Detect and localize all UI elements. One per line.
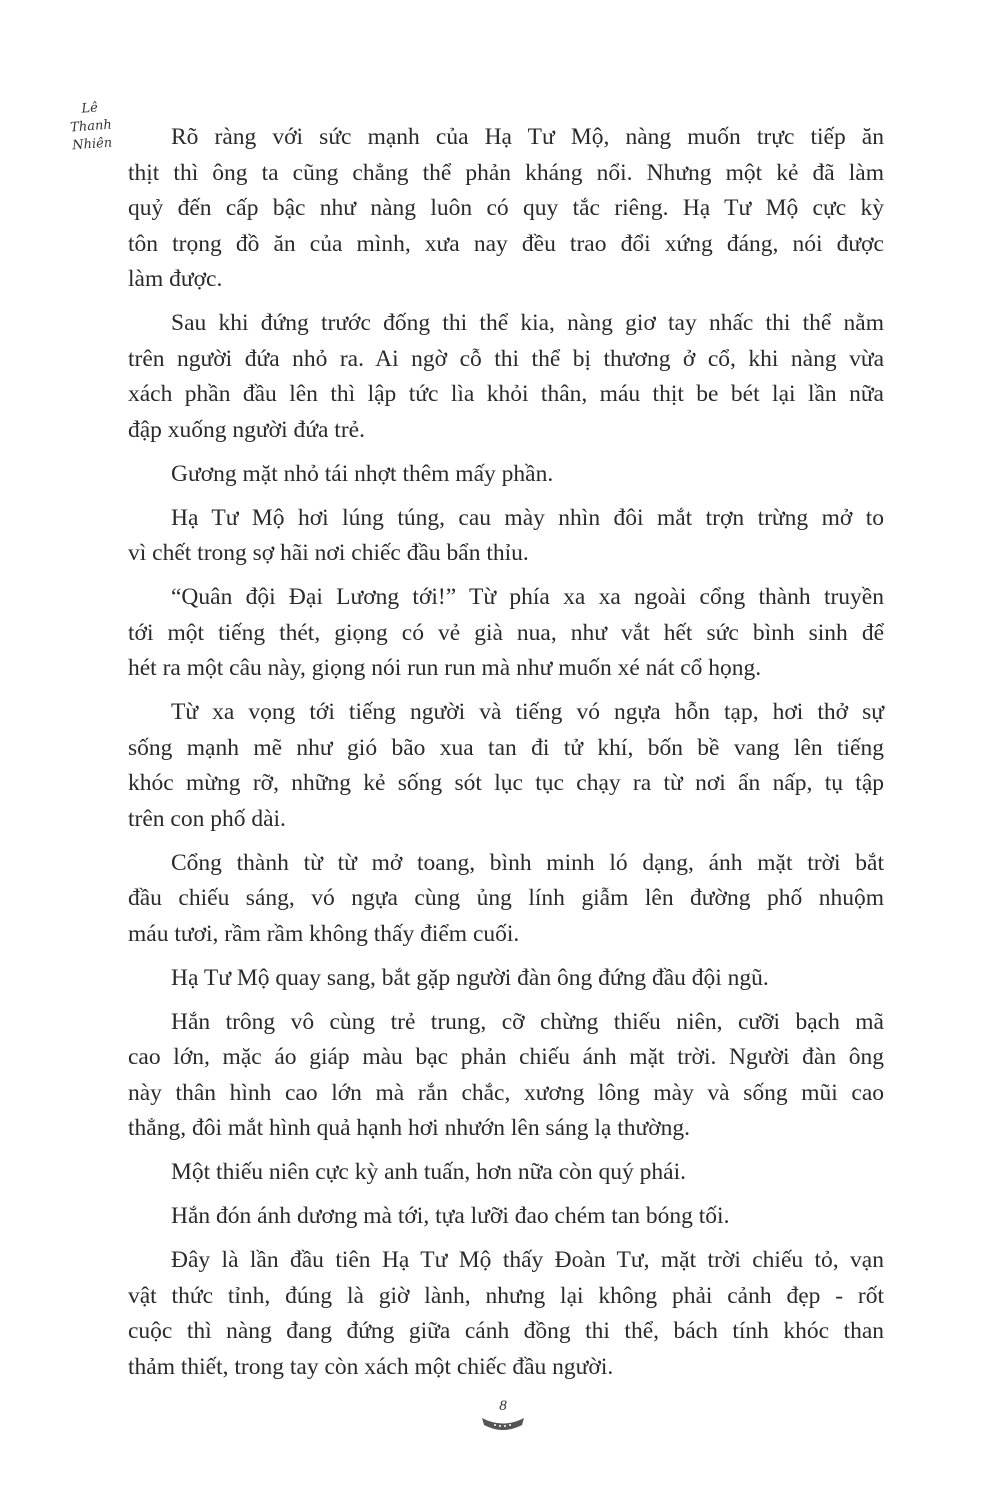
text-line: Từ xa vọng tới tiếng người và tiếng vó ngựa hỗn tạp, hơi thở sự — [171, 699, 884, 725]
text-line: Hạ Tư Mộ hơi lúng túng, cau mày nhìn đôi mắt trợn trừng mở to — [171, 504, 884, 531]
text-line: Gương mặt nhỏ tái nhợt thêm mấy phần. — [171, 460, 554, 487]
text-line: đập xuống người đứa trẻ. — [128, 416, 365, 443]
text-line: Rõ ràng với sức mạnh của Hạ Tư Mộ, nàng muốn trực tiếp ăn — [171, 124, 884, 150]
text-line: vật thức tỉnh, đúng là giờ lành, nhưng lại không phải cảnh đẹp - rốt — [128, 1282, 884, 1309]
text-line: trên người đứa nhỏ ra. Ai ngờ cỗ thi thể bị thương ở cổ, khi nàng vừa — [128, 345, 884, 372]
paragraph — [128, 846, 884, 953]
text-line: máu tươi, rầm rầm không thấy điểm cuối. — [128, 920, 520, 947]
text-line: “Quân đội Đại Lương tới!” Từ phía xa xa ngoài cổng thành truyền — [171, 584, 884, 610]
text-line: hét ra một câu này, giọng nói run run mà như muốn xé nát cổ họng. — [128, 655, 762, 681]
text-line: tới một tiếng thét, giọng có vẻ già nua, như vắt hết sức bình sinh để — [128, 619, 884, 646]
logo-line: Nhiên — [71, 135, 113, 154]
paragraph — [128, 457, 884, 493]
text-line: Hắn trông vô cùng trẻ trung, cỡ chừng thiếu niên, cưỡi bạch mã — [171, 1008, 884, 1035]
text-line: Đây là lần đầu tiên Hạ Tư Mộ thấy Đoàn Tư, mặt trời chiếu tỏ, vạn — [171, 1247, 884, 1273]
text-line: xách phần đầu lên thì lập tức lìa khỏi thân, máu thịt be bét lại lần nữa — [128, 381, 884, 407]
page-number: 8 — [499, 1398, 507, 1414]
text-line: Hạ Tư Mộ quay sang, bắt gặp người đàn ông đứng đầu đội ngũ. — [171, 964, 769, 991]
text-line: làm được. — [128, 266, 223, 292]
text-line: khóc mừng rỡ, những kẻ sống sót lục tục chạy ra từ nơi ẩn nấp, tụ tập — [128, 770, 884, 796]
text-line: cuộc thì nàng đang đứng giữa cánh đồng thi thể, bách tính khóc than — [128, 1318, 884, 1344]
author-logo — [54, 98, 128, 157]
text-line: này thân hình cao lớn mà rắn chắc, xương lông mày và sống mũi cao — [128, 1079, 884, 1106]
paragraph — [128, 961, 884, 997]
text-line: vì chết trong sợ hãi nơi chiếc đầu bẩn thỉu. — [128, 540, 529, 566]
paragraph — [128, 501, 884, 572]
logo-line: Thanh — [69, 117, 113, 136]
text-line: cao lớn, mặc áo giáp màu bạc phản chiếu ánh mặt trời. Người đàn ông — [128, 1044, 884, 1070]
paragraph — [128, 1155, 884, 1191]
paragraph — [128, 1005, 884, 1147]
paragraph — [128, 120, 884, 298]
paragraph — [128, 580, 884, 687]
body-text — [128, 120, 884, 1394]
text-line: Hắn đón ánh dương mà tới, tựa lưỡi đao chém tan bóng tối. — [171, 1203, 730, 1229]
text-line: thảm thiết, trong tay còn xách một chiếc đầu người. — [128, 1353, 614, 1380]
ornament-icon — [480, 1415, 526, 1431]
page-footer — [475, 1398, 531, 1431]
paragraph — [128, 695, 884, 837]
text-line: sống mạnh mẽ như gió bão xua tan đi tử khí, bốn bề vang lên tiếng — [128, 734, 884, 761]
paragraph — [128, 306, 884, 448]
text-line: Một thiếu niên cực kỳ anh tuấn, hơn nữa còn quý phái. — [171, 1159, 686, 1185]
text-line: Sau khi đứng trước đống thi thể kia, nàng giơ tay nhấc thi thể nằm — [171, 310, 884, 336]
text-line: đầu chiếu sáng, vó ngựa cùng ủng lính giẫm lên đường phố nhuộm — [128, 885, 884, 911]
text-line: quỷ đến cấp bậc như nàng luôn có quy tắc riêng. Hạ Tư Mộ cực kỳ — [128, 195, 884, 221]
text-line: Cổng thành từ từ mở toang, bình minh ló dạng, ánh mặt trời bắt — [171, 849, 884, 876]
text-line: trên con phố dài. — [128, 805, 286, 832]
paragraph — [128, 1199, 884, 1235]
paragraph — [128, 1243, 884, 1385]
text-line: tôn trọng đồ ăn của mình, xưa nay đều trao đổi xứng đáng, nói được — [128, 230, 884, 257]
text-line: thịt thì ông ta cũng chẳng thể phản kháng nổi. Nhưng một kẻ đã làm — [128, 159, 884, 186]
logo-line: Lê — [81, 100, 99, 117]
text-line: thẳng, đôi mắt hình quả hạnh hơi nhướn lên sáng lạ thường. — [128, 1115, 691, 1141]
